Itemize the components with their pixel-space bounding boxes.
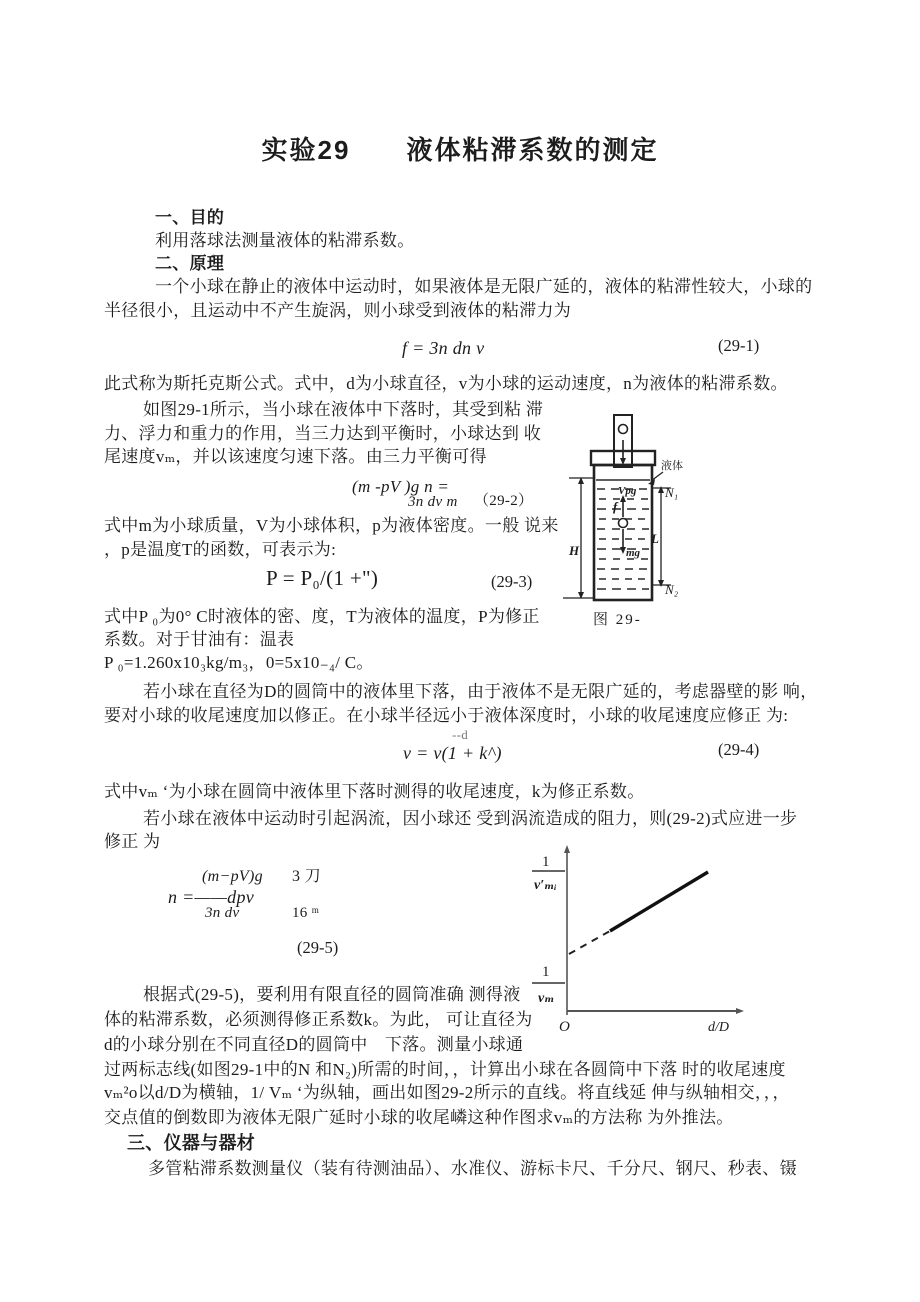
para-5-line-3: P ₀=1.260x10₃kg/m₃，0=5x10₋₄/ C。 bbox=[104, 653, 374, 672]
equation-29-2-tag: （29-2） bbox=[474, 493, 534, 509]
equation-29-1: f = 3n dn v bbox=[402, 338, 485, 358]
drag-f-label: f bbox=[613, 499, 618, 514]
para-3-line-2: 力、浮力和重力的作用，当三力达到平衡时，小球达到 收 bbox=[104, 424, 542, 443]
equation-29-5-denominator: 3n dv bbox=[205, 905, 240, 921]
gravity-mg-label: mg bbox=[626, 547, 641, 559]
ball-and-forces bbox=[619, 495, 628, 554]
section-1-heading: 一、目的 bbox=[155, 208, 225, 227]
para-4-line-1: 式中m为小球质量，V为小球体积，p为液体密度。一般 说来 bbox=[104, 516, 559, 535]
top-fraction-denominator: v′ₘᵢ bbox=[534, 878, 557, 893]
extrapolated-dashed-segment bbox=[569, 931, 610, 954]
para-6-line-1: 若小球在直径为D的圆筒中的液体里下落，由于液体不是无限广延的，考虑器壁的影 响， bbox=[143, 682, 818, 701]
para-1-line-1: 一个小球在静止的液体中运动时，如果液体是无限广延的，液体的粘滞性较大，小球的 bbox=[155, 277, 813, 296]
figure-29-2-drawing bbox=[505, 843, 775, 1048]
equation-29-5-numerator: (m−pV)g bbox=[202, 868, 263, 885]
section-1-body: 利用落球法测量液体的粘滞系数。 bbox=[155, 231, 415, 250]
equation-29-3: P = P₀/(1 +") bbox=[266, 566, 379, 590]
para-7: 式中vₘ ʻ为小球在圆筒中液体里下落时测得的收尾速度，k为修正系数。 bbox=[104, 782, 645, 801]
origin-label: O bbox=[559, 1019, 570, 1035]
equation-29-5-main: n =——dpv bbox=[168, 887, 255, 907]
equation-29-5-term2-top: 3 刀 bbox=[292, 868, 321, 885]
buoyancy-vpg-label: Vpg bbox=[618, 485, 637, 497]
section-3-heading: 三、仪器与器材 bbox=[127, 1133, 256, 1153]
equation-29-4-tag: (29-4) bbox=[718, 740, 760, 759]
axes bbox=[567, 851, 738, 1015]
equation-29-2-line-2: 3n dv m bbox=[408, 494, 458, 510]
para-4-line-2: ，p是温度T的函数，可表示为: bbox=[104, 540, 337, 559]
para-3-line-1: 如图29-1所示，当小球在液体中下落时，其受到粘 滞 bbox=[143, 400, 544, 419]
equation-29-1-tag: (29-1) bbox=[718, 336, 760, 355]
bottom-fraction-numerator: 1 bbox=[542, 964, 550, 980]
para-10-line-1: 过两标志线(如图29-1中的N 和N₂)所需的时间，，计算出小球在各圆筒中下落 时的收尾速度 bbox=[104, 1060, 786, 1079]
para-1-line-2: 半径很小，且运动中不产生旋涡，则小球受到液体的粘滞力为 bbox=[104, 301, 572, 320]
para-5-line-2: 系数。对于甘油有：温表 bbox=[104, 630, 295, 649]
section-2-heading: 二、原理 bbox=[155, 254, 225, 273]
measured-line-segment bbox=[610, 872, 708, 931]
para-9-line-1: 根据式(29-5)，要利用有限直径的圆筒准确 测得液 bbox=[143, 985, 521, 1004]
depth-dimension bbox=[563, 478, 594, 598]
x-axis-arrowhead bbox=[736, 1008, 744, 1014]
para-9-line-3: d的小球分别在不同直径D的圆筒中 下落。测量小球通 bbox=[104, 1035, 524, 1054]
para-3-line-3: 尾速度vₘ，并以该速度匀速下落。由三力平衡可得 bbox=[104, 447, 487, 466]
section-3-body: 多管粘滞系数测量仪（装有待测油品）、水准仪、游标卡尺、千分尺、钢尺、秒表、镊 bbox=[148, 1159, 797, 1178]
para-8-line-2: 修正 为 bbox=[104, 832, 161, 851]
para-5-line-1: 式中P ₀为0° C时液体的密、度，T为液体的温度，P为修正 bbox=[104, 607, 540, 626]
page-title: 实验29 液体粘滞系数的测定 bbox=[261, 135, 659, 165]
figure-29-1-apparatus bbox=[563, 403, 783, 643]
top-fraction-numerator: 1 bbox=[542, 854, 550, 870]
mark-n1-label: N₁ bbox=[665, 485, 679, 500]
figure-29-2-graph bbox=[505, 843, 775, 1048]
para-10-line-3: 交点值的倒数即为液体无限广延时小球的收尾嶙这种作图求vₘ的方法称 为外推法。 bbox=[104, 1108, 734, 1127]
equation-29-4: v = v(1 + k^) bbox=[403, 743, 502, 763]
equation-29-2-line-1: (m -pV )g n = bbox=[352, 477, 450, 496]
falling-ball bbox=[619, 519, 628, 528]
equation-29-5-term2-bottom: 16 ᵐ bbox=[292, 905, 320, 921]
liquid-label: 液体 bbox=[661, 460, 683, 472]
bottom-fraction-denominator: vₘ bbox=[538, 991, 555, 1006]
equation-29-5-tag: (29-5) bbox=[297, 938, 339, 957]
y-axis-arrowhead bbox=[564, 845, 570, 853]
figure-29-1-caption: 图 29- bbox=[593, 612, 642, 628]
para-8-line-1: 若小球在液体中运动时引起涡流，因小球还 受到涡流造成的阻力，则(29-2)式应进一步 bbox=[143, 809, 798, 828]
dropper-tube bbox=[614, 415, 632, 467]
para-6-line-2: 要对小球的收尾速度加以修正。在小球半径远小于液体深度时，小球的收尾速度应修正 为: bbox=[104, 706, 789, 725]
figure-29-1-drawing bbox=[563, 403, 783, 643]
para-2: 此式称为斯托克斯公式。式中，d为小球直径，v为小球的运动速度，n为液体的粘滞系数。 bbox=[104, 374, 788, 393]
length-L-label: L bbox=[651, 531, 659, 546]
cylinder-vessel bbox=[591, 451, 655, 600]
y-axis-bottom-fraction bbox=[532, 964, 565, 1006]
para-10-line-2: vₘ²o以d/D为横轴，1/ Vₘ ʻ为纵轴，画出如图29-2所示的直线。将直线延 伸与纵轴相交，，， bbox=[104, 1083, 790, 1102]
mark-n2-label: N₂ bbox=[665, 582, 679, 597]
equation-29-3-tag: (29-3) bbox=[491, 572, 533, 591]
x-axis-label: d/D bbox=[708, 1020, 729, 1035]
depth-H-label: H bbox=[569, 543, 580, 558]
equation-29-4-superscript: --d bbox=[452, 727, 469, 742]
para-9-line-2: 体的粘滞系数，必须测得修正系数k。为此， 可让直径为 bbox=[104, 1010, 533, 1029]
y-axis-top-fraction bbox=[532, 854, 565, 893]
